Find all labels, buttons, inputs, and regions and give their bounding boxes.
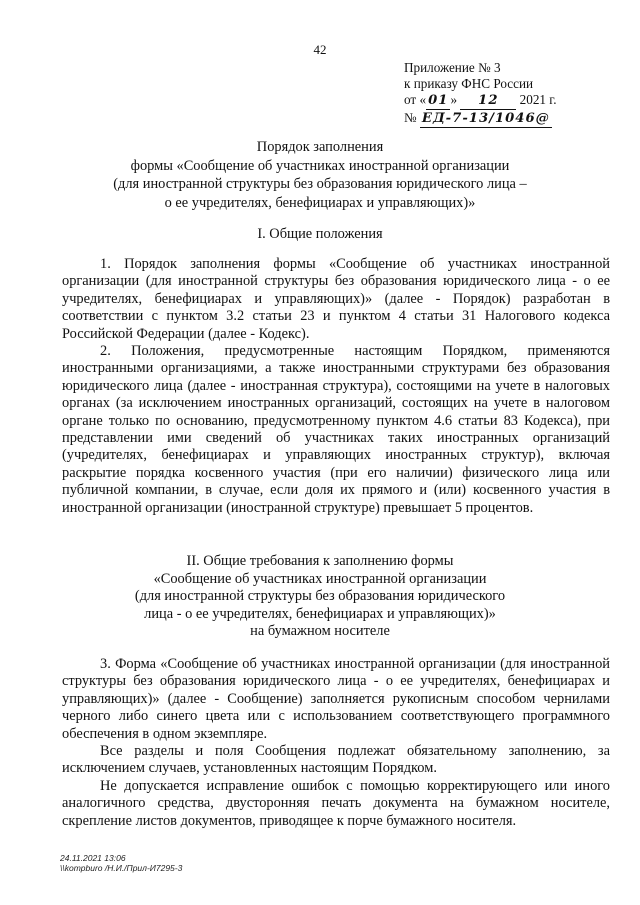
number-prefix: № [404,110,417,125]
section-2-heading-line-2: «Сообщение об участниках иностранной организации [153,570,487,587]
section-2-heading [0,553,640,641]
date-year: 2021 г. [519,92,557,107]
footer-timestamp: 24.11.2021 13:06 [60,853,126,863]
section-2-heading-line-3: (для иностранной структуры без образования юридического [134,588,506,604]
paragraph-3: 3. Форма «Сообщение об участниках иностранной организации (для иностранной структуры без образования юридического лица - о ее учредителях, бенефициарах и управляющих)» (далее - Сообщение) заполняется рукописным способом чернилами черного либо синего цвета или с использованием соответствующего программного обеспечения в одном экземпляре. [62,656,610,742]
paragraph-2: 2. Положения, предусмотренные настоящим Порядком, применяются иностранными организациями, а также иностранными структурами без образования юридического лица (далее - иностранная структура), состоящими на учете в налоговых органах (за исключением иностранных организаций, состоящих на учете в налоговом органе только по основанию, предусмотренному пунктом 4.6 статьи 83 Кодекса), при представлении ими сведений об участниках таких иностранных организаций (учредителях, бенефициарах и управляющих иностранных структур), включая раскрытие порядка косвенного участия (при его наличии) физического лица или публичной компании, в случае, если доля их прямого и (или) косвенного участия в иностранной организации (иностранной структуре) превышает 5 процентов. [62,343,610,516]
appendix-order-ref: к приказу ФНС России [404,76,534,91]
footer-file-path: \\kompburo /Н.И./Прил-И7295-3 [60,863,183,873]
paragraph-1: 1. Порядок заполнения формы «Сообщение об участниках иностранной организации (для иностранной структуры без образования юридического лица - о ее учредителях, бенефициарах и управляющих)» (далее - Порядок) разработан в соответствии с пунктом 3.2 статьи 23 и пунктом 4 статьи 31 Налогового кодекса Российской Федерации (далее - Кодекс). [62,256,610,342]
page-number: 42 [313,42,327,57]
title-line-3: (для иностранной структуры без образования юридического лица – [113,176,527,192]
order-number-handwritten: ЕД-7-13/1046@ [421,111,550,126]
document-title [0,138,640,212]
section-2-heading-line-4: лица - о ее учредителях, бенефициарах и управляющих)» [144,605,496,622]
section-2-heading-line-5: на бумажном носителе [250,623,390,639]
date-prefix: от « [404,92,427,107]
print-footer [60,853,182,873]
appendix-title: Приложение № 3 [404,60,501,75]
appendix-block [404,60,557,128]
paragraph-4: Все разделы и поля Сообщения подлежат обязательному заполнению, за исключением случаев, установленных настоящим Порядком. [62,743,610,777]
appendix-number [404,110,557,128]
section-1-body [62,256,610,517]
section-1-heading: I. Общие положения [257,226,383,242]
title-line-2: формы «Сообщение об участниках иностранной организации [130,157,510,174]
section-2-body [62,656,610,830]
paragraph-5: Не допускается исправление ошибок с помощью корректирующего или иного аналогичного средства, двусторонняя печать документа на бумажном носителе, скрепление листов документов, приводящее к порче бумажного носителя. [62,777,610,829]
date-month-handwritten: 12 [460,93,516,110]
date-day-handwritten: 01 [428,93,449,108]
appendix-date [404,92,557,110]
title-line-4: о ее учредителях, бенефициарах и управляющих)» [164,194,476,211]
section-2-heading-line-1: II. Общие требования к заполнению формы [186,553,454,569]
title-line-1: Порядок заполнения [256,139,384,155]
date-mid: » [450,92,458,107]
